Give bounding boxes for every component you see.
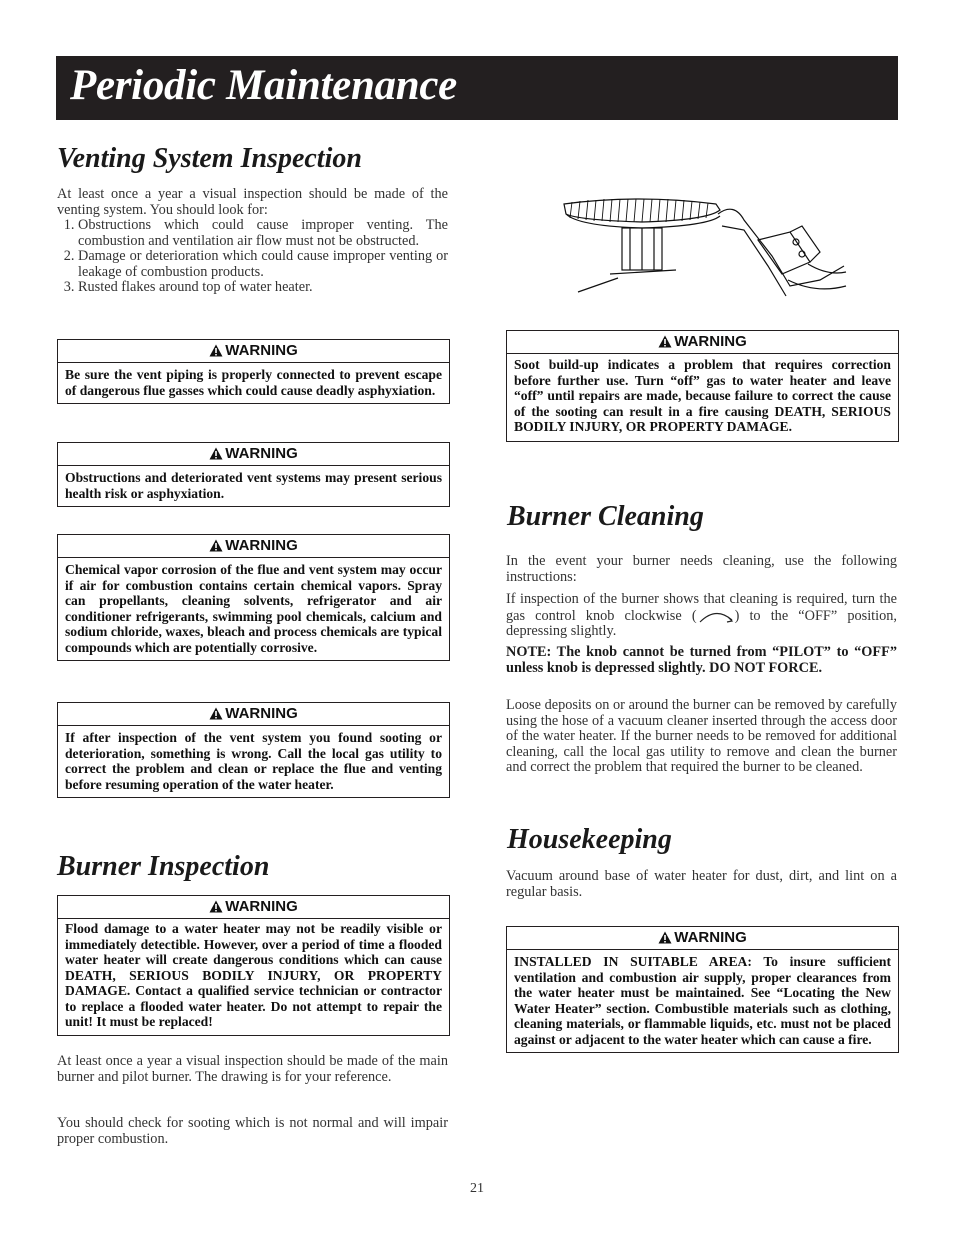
warning-triangle-icon xyxy=(209,900,223,913)
warning-triangle-icon xyxy=(209,344,223,357)
venting-intro: At least once a year a visual inspection should be made of the venting system. You should look for: xyxy=(57,186,448,218)
warning-header xyxy=(58,896,449,919)
warning-header xyxy=(507,331,898,354)
list-item: 2. Damage or deterioration which could cause improper venting or leakage of combustion products. xyxy=(78,249,448,280)
burner-cleaning-para3: Loose deposits on or around the burner can be removed by carefully using the hose of a vacuum cleaner inserted through the access door of the water heater. If the burner needs to be removed for additional cleaning, call the local gas utility to remove and clean the burner and correct the problem that required the burner to be cleaned. xyxy=(506,697,897,775)
burner-cleaning-para1: In the event your burner needs cleaning, use the following instructions: xyxy=(506,553,897,585)
warning-triangle-icon xyxy=(209,707,223,720)
venting-heading: Venting System Inspection xyxy=(57,143,362,174)
warning-text: Chemical vapor corrosion of the flue and vent system may occur if air for combustion contains certain chemical vapors. Spray can propellants, cleaning solvents, refrigerator and air conditioner refrigerants, swimming pool chemicals, calcium and sodium chloride, waxes, bleach and process chemicals are typical compounds which are potentially corrosive. xyxy=(65,562,442,655)
page-number: 21 xyxy=(470,1181,484,1196)
clockwise-arrow-icon xyxy=(697,608,735,624)
warning-header xyxy=(58,443,449,466)
warning-header xyxy=(58,340,449,363)
warning-label: WARNING xyxy=(225,342,298,359)
warning-label: WARNING xyxy=(674,333,747,350)
page-title: Periodic Maintenance xyxy=(70,62,457,109)
warning-box-soot xyxy=(506,330,899,442)
warning-header xyxy=(58,535,449,558)
warning-triangle-icon xyxy=(658,931,672,944)
burner-inspection-para1: At least once a year a visual inspection should be made of the main burner and pilot burner. The drawing is for your reference. xyxy=(57,1053,448,1085)
warning-box-sooting xyxy=(57,702,450,798)
warning-header xyxy=(507,927,898,950)
warning-text: Obstructions and deteriorated vent systems may present serious health risk or asphyxiation. xyxy=(65,470,442,501)
warning-label: WARNING xyxy=(225,537,298,554)
warning-label: WARNING xyxy=(674,929,747,946)
para2-part1: If inspection of the burner shows that cleaning is required, turn the gas control knob clockwise ( xyxy=(506,591,897,624)
warning-label: WARNING xyxy=(225,705,298,722)
warning-box-chemical-vapor xyxy=(57,534,450,661)
burner-cleaning-heading: Burner Cleaning xyxy=(507,501,704,532)
burner-cleaning-para2 xyxy=(506,592,897,640)
burner-inspection-heading: Burner Inspection xyxy=(57,851,270,882)
venting-section xyxy=(57,187,448,296)
warning-triangle-icon xyxy=(209,539,223,552)
warning-box-flood xyxy=(57,895,450,1036)
warning-label: WARNING xyxy=(225,445,298,462)
warning-triangle-icon xyxy=(658,335,672,348)
title-banner xyxy=(56,56,898,120)
warning-text: Be sure the vent piping is properly connected to prevent escape of dangerous flue gasses which could cause deadly asphyxiation. xyxy=(65,367,442,398)
warning-text: Flood damage to a water heater may not be readily visible or immediately detectible. However, over a period of time a flooded water heater will create dangerous conditions which can cause DEATH, SERIOUS BODILY INJURY, OR PROPERTY DAMAGE. Contact a qualified service technician or contractor to replace a flooded water heater. Do not attempt to repair the unit! It must be replaced! xyxy=(65,921,442,1029)
list-item: 1. Obstructions which could cause improper venting. The combustion and ventilation air flow must not be obstructed. xyxy=(78,218,448,249)
warning-box-installed-area xyxy=(506,926,899,1053)
burner-drawing xyxy=(558,196,848,300)
warning-text: INSTALLED IN SUITABLE AREA: To insure sufficient ventilation and combustion air supply, proper clearances from the water heater must be maintained. See “Locating the New Water Heater” section. Combustible materials such as clothing, cleaning materials, or flammable liquids, etc. must not be placed against or adjacent to the water heater which can cause a fire. xyxy=(514,954,891,1047)
para2-part2: ) to the “OFF” position, depressing slightly. xyxy=(506,607,897,639)
warning-box-obstructions xyxy=(57,442,450,507)
burner-inspection-para2: You should check for sooting which is not normal and will impair proper combustion. xyxy=(57,1115,448,1147)
housekeeping-para: Vacuum around base of water heater for dust, dirt, and lint on a regular basis. xyxy=(506,868,897,900)
warning-header xyxy=(58,703,449,726)
warning-box-vent-piping xyxy=(57,339,450,404)
housekeeping-heading: Housekeeping xyxy=(507,824,672,855)
warning-triangle-icon xyxy=(209,447,223,460)
burner-cleaning-note: NOTE: The knob cannot be turned from “PILOT” to “OFF” unless knob is depressed slightly. DO NOT FORCE. xyxy=(506,644,897,676)
warning-label: WARNING xyxy=(225,898,298,915)
list-item: 3. Rusted flakes around top of water heater. xyxy=(78,280,448,296)
warning-text: If after inspection of the vent system you found sooting or deterioration, something is wrong. Call the local gas utility to correct the problem and clean or replace the flue and venting before resuming operation of the water heater. xyxy=(65,730,442,792)
warning-text: Soot build-up indicates a problem that requires correction before further use. Turn “off” gas to water heater and leave “off” until repairs are made, because failure to correct the cause of the sooting can result in a fire causing DEATH, SERIOUS BODILY INJURY, OR PROPERTY DAMAGE. xyxy=(514,357,891,434)
venting-list xyxy=(57,218,448,296)
